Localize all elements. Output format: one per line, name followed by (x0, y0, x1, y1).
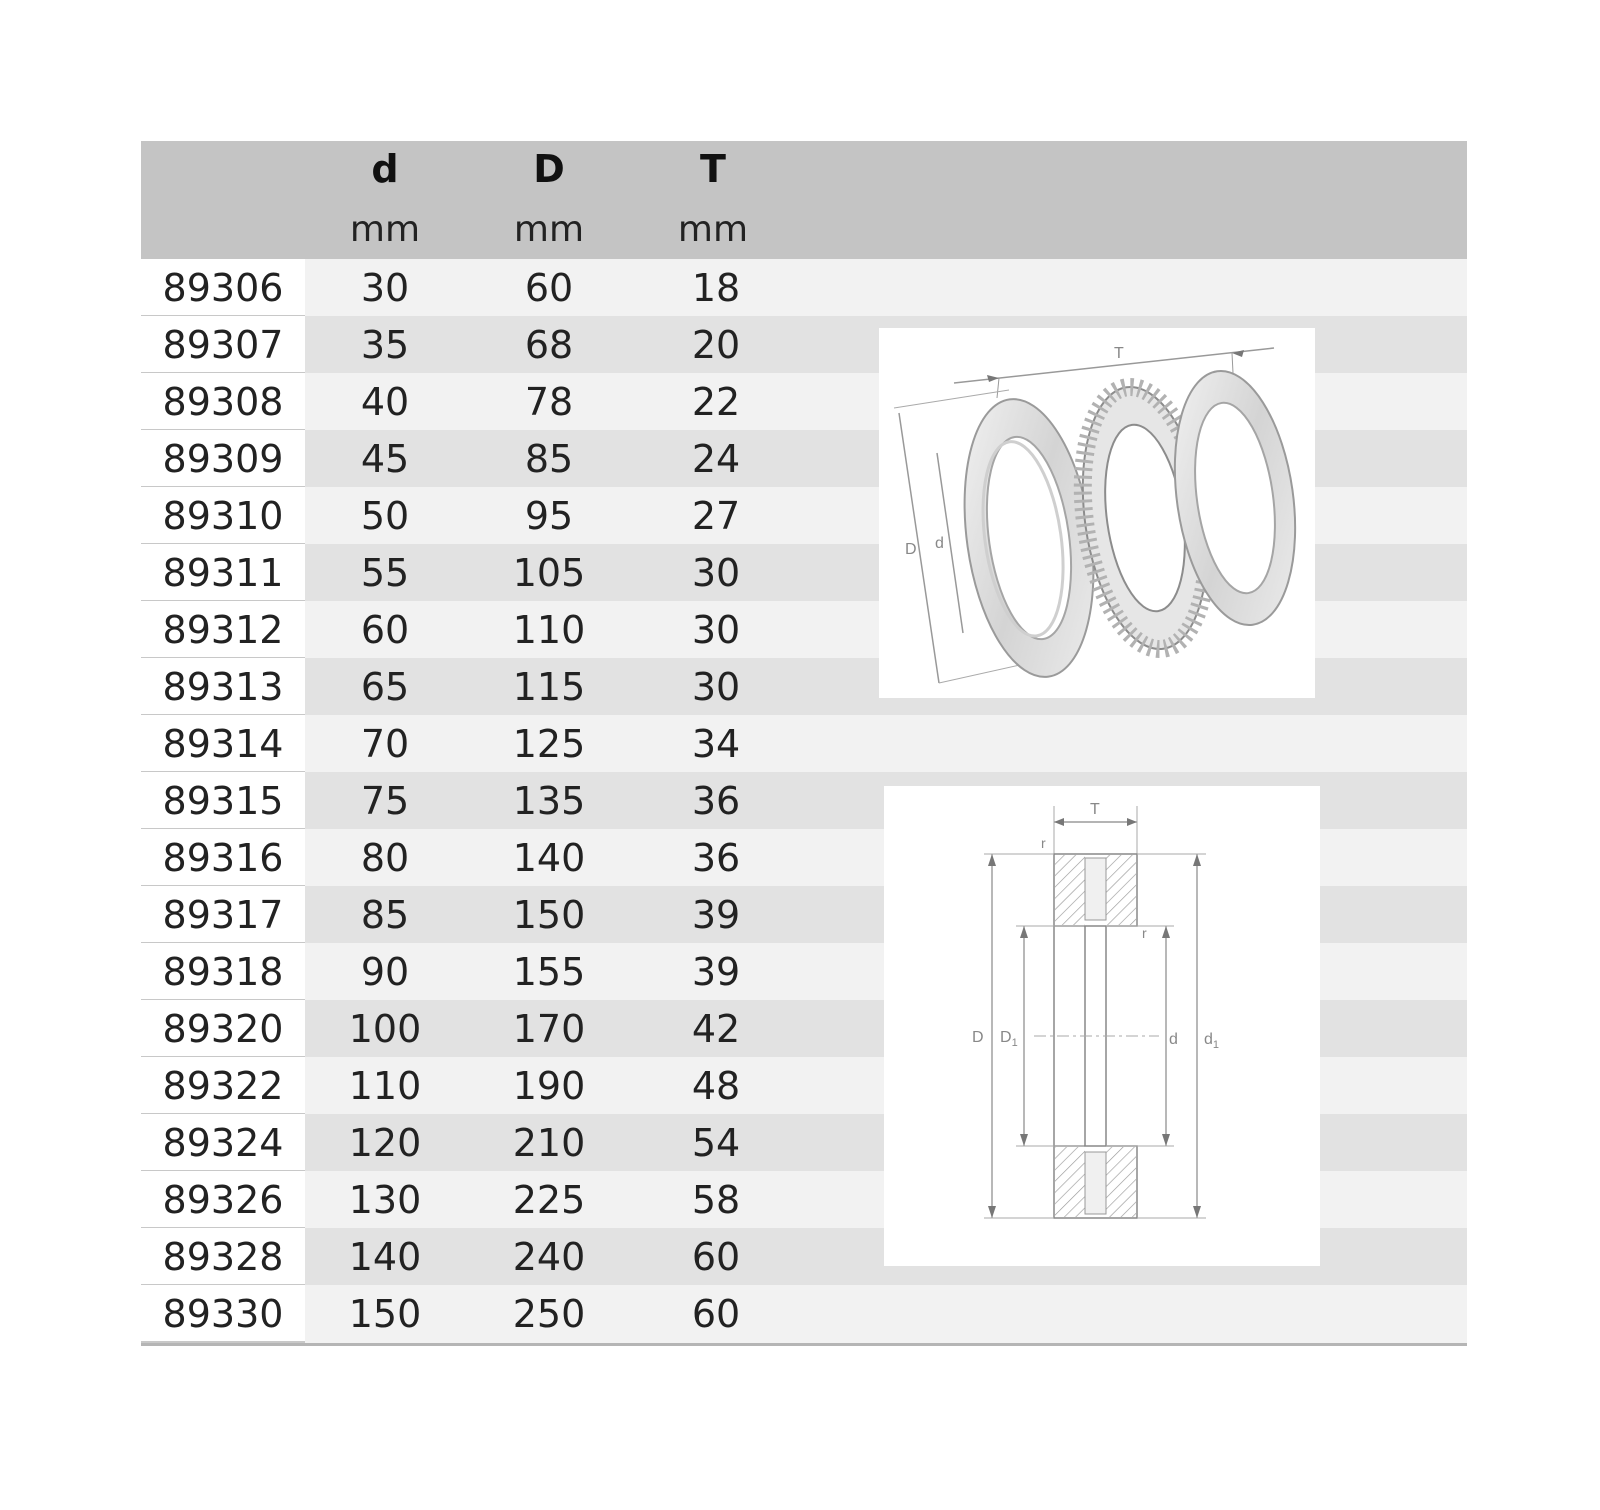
outer-D-cell: 210 (512, 1121, 586, 1165)
height-T-cell: 58 (691, 1178, 741, 1222)
table-header (141, 141, 1467, 261)
height-T-cell: 27 (691, 494, 741, 538)
designation-cell: 89307 (162, 323, 284, 367)
bore-d-cell: 100 (348, 1007, 422, 1051)
designation-cell: 89308 (162, 380, 284, 424)
bore-d-cell: 120 (348, 1121, 422, 1165)
designation-cell: 89312 (162, 608, 284, 652)
label-D: D (972, 1029, 984, 1046)
outer-D-cell: 95 (524, 494, 574, 538)
header-unit-d: mm (349, 209, 421, 250)
outer-D-cell: 110 (512, 608, 586, 652)
table-row (141, 259, 1467, 317)
outer-D-cell: 250 (512, 1292, 586, 1336)
height-T-cell: 42 (691, 1007, 741, 1051)
height-T-cell: 39 (691, 950, 741, 994)
ext-line-T-left (997, 378, 999, 398)
header-symbol-d: d (371, 147, 399, 191)
designation-cell: 89318 (162, 950, 284, 994)
outer-D-cell: 155 (512, 950, 586, 994)
upper-right-washer-hatch (1106, 855, 1136, 925)
arrow-d1-top (1193, 854, 1201, 866)
designation-cell: 89320 (162, 1007, 284, 1051)
arrow-T-left (1054, 818, 1064, 826)
outer-D-cell: 125 (512, 722, 586, 766)
ext-line-D-top (894, 390, 1009, 408)
height-T-cell: 60 (691, 1235, 741, 1279)
label-d: d (1169, 1031, 1178, 1048)
upper-left-washer-hatch (1055, 855, 1085, 925)
bore-d-cell: 150 (348, 1292, 422, 1336)
header-symbol-D: D (533, 147, 565, 191)
bore-d-cell: 70 (360, 722, 410, 766)
label-D: D (905, 541, 917, 558)
arrow-D1-bottom (1020, 1134, 1028, 1146)
height-T-cell: 48 (691, 1064, 741, 1108)
label-d: d (935, 535, 944, 552)
bore-d-cell: 30 (360, 266, 410, 310)
designation-cell: 89314 (162, 722, 284, 766)
bore-d-cell: 45 (360, 437, 410, 481)
table-row (141, 715, 1467, 773)
height-T-cell: 30 (691, 608, 741, 652)
table-row (141, 1285, 1467, 1343)
bearing-isometric-figure (879, 328, 1315, 698)
outer-D-cell: 170 (512, 1007, 586, 1051)
label-T: T (1090, 801, 1100, 818)
outer-D-cell: 240 (512, 1235, 586, 1279)
designation-cell: 89310 (162, 494, 284, 538)
label-D1: $D_1$ (1000, 1029, 1018, 1049)
bearing-isometric-drawing (879, 328, 1315, 698)
arrow-D-top (988, 854, 996, 866)
bore-d-cell: 50 (360, 494, 410, 538)
lower-right-washer-hatch (1106, 1147, 1136, 1217)
bearing-section-drawing (884, 786, 1320, 1266)
outer-D-cell: 225 (512, 1178, 586, 1222)
arrow-D-bottom (988, 1206, 996, 1218)
height-T-cell: 30 (691, 551, 741, 595)
upper-needle (1085, 858, 1106, 920)
outer-D-cell: 140 (512, 836, 586, 880)
designation-cell: 89306 (162, 266, 284, 310)
designation-cell: 89313 (162, 665, 284, 709)
height-T-cell: 20 (691, 323, 741, 367)
arrow-d-top (1162, 926, 1170, 938)
height-T-cell: 24 (691, 437, 741, 481)
bore-d-cell: 80 (360, 836, 410, 880)
left-washer (948, 391, 1110, 686)
bore-d-cell: 85 (360, 893, 410, 937)
height-T-cell: 18 (691, 266, 741, 310)
outer-D-cell: 135 (512, 779, 586, 823)
designation-cell: 89315 (162, 779, 284, 823)
table-bottom-rule (141, 1343, 1467, 1346)
bore-d-cell: 35 (360, 323, 410, 367)
designation-cell: 89330 (162, 1292, 284, 1336)
label-d1: $d_1$ (1204, 1031, 1220, 1051)
designation-cell: 89326 (162, 1178, 284, 1222)
designation-cell: 89322 (162, 1064, 284, 1108)
ext-line-D-bottom (939, 663, 1029, 683)
height-T-cell: 34 (691, 722, 741, 766)
arrow-d-bottom (1162, 1134, 1170, 1146)
label-r-top: r (1041, 835, 1046, 851)
designation-cell: 89328 (162, 1235, 284, 1279)
outer-D-cell: 150 (512, 893, 586, 937)
designation-cell: 89316 (162, 836, 284, 880)
bore-d-cell: 90 (360, 950, 410, 994)
bore-d-cell: 110 (348, 1064, 422, 1108)
label-T: T (1114, 345, 1124, 362)
label-r-mid: r (1142, 925, 1147, 941)
bore-d-cell: 60 (360, 608, 410, 652)
bore-d-cell: 140 (348, 1235, 422, 1279)
designation-cell: 89309 (162, 437, 284, 481)
height-T-cell: 39 (691, 893, 741, 937)
designation-cell: 89324 (162, 1121, 284, 1165)
outer-D-cell: 78 (524, 380, 574, 424)
arrow-D1-top (1020, 926, 1028, 938)
lower-needle (1085, 1152, 1106, 1214)
header-unit-T: mm (677, 209, 749, 250)
height-T-cell: 36 (691, 836, 741, 880)
height-T-cell: 22 (691, 380, 741, 424)
height-T-cell: 60 (691, 1292, 741, 1336)
arrow-T-right (1127, 818, 1137, 826)
bore-d-cell: 130 (348, 1178, 422, 1222)
outer-D-cell: 60 (524, 266, 574, 310)
bore-d-cell: 55 (360, 551, 410, 595)
header-unit-D: mm (513, 209, 585, 250)
bore-d-cell: 75 (360, 779, 410, 823)
height-T-cell: 54 (691, 1121, 741, 1165)
height-T-cell: 36 (691, 779, 741, 823)
outer-D-cell: 115 (512, 665, 586, 709)
ext-line-T-right (1232, 353, 1233, 373)
lower-left-washer-hatch (1055, 1147, 1085, 1217)
outer-D-cell: 190 (512, 1064, 586, 1108)
bore-d-cell: 40 (360, 380, 410, 424)
designation-cell: 89311 (162, 551, 284, 595)
bore-d-cell: 65 (360, 665, 410, 709)
outer-D-cell: 68 (524, 323, 574, 367)
arrow-T-left (987, 375, 999, 382)
outer-D-cell: 85 (524, 437, 574, 481)
arrow-T-right (1232, 350, 1244, 357)
arrow-d1-bottom (1193, 1206, 1201, 1218)
outer-D-cell: 105 (512, 551, 586, 595)
bearing-section-figure (884, 786, 1320, 1266)
height-T-cell: 30 (691, 665, 741, 709)
header-symbol-T: T (700, 147, 726, 191)
designation-cell: 89317 (162, 893, 284, 937)
